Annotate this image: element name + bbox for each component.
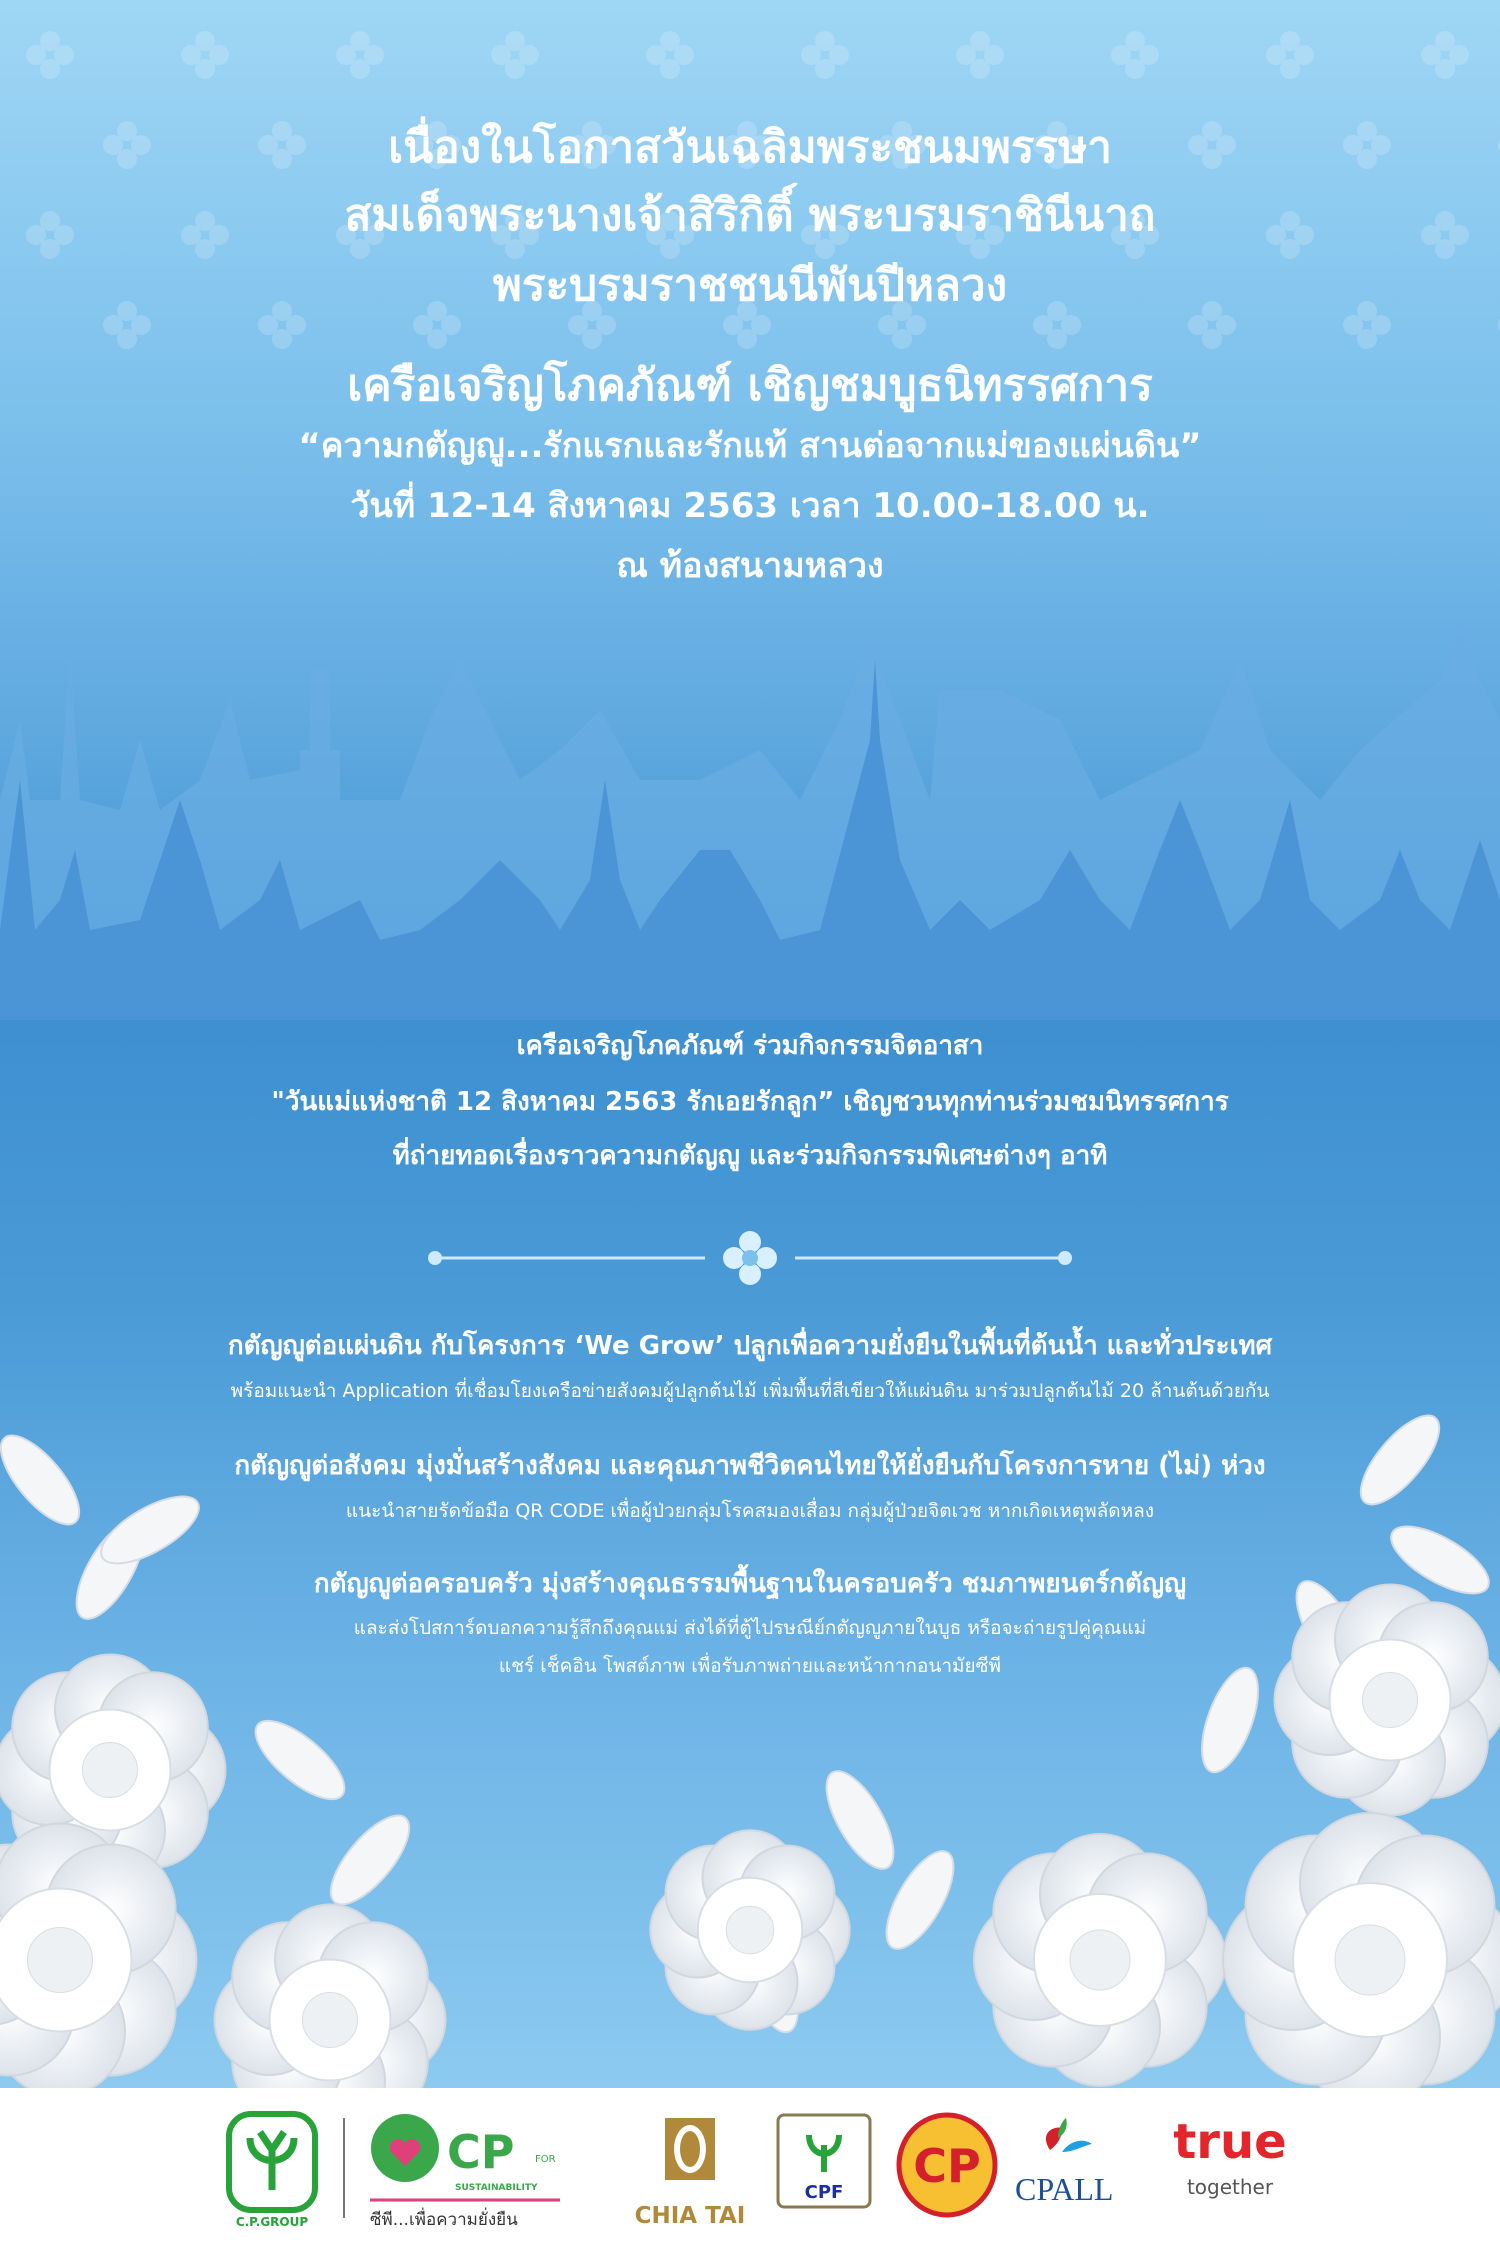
title-line-2: สมเด็จพระนางเจ้าสิริกิติ์ พระบรมราชินีนาถ <box>344 190 1156 241</box>
pattern-motif <box>26 31 74 79</box>
paper-leaf <box>244 1708 357 1812</box>
cp-text: CP <box>913 2139 981 2193</box>
true-logo <box>1165 2110 1295 2220</box>
true-text: true <box>1173 2114 1287 2170</box>
paper-flower <box>1223 1813 1500 2088</box>
cpf-text: CPF <box>804 2182 844 2203</box>
cp-sustain-tagline: ซีพี...เพื่อความยั่งยืน <box>370 2210 518 2230</box>
event-date-time: วันที่ 12-14 สิงหาคม 2563 เวลา 10.00-18.00 น. <box>350 486 1150 526</box>
pattern-motif <box>646 31 694 79</box>
logo-divider <box>343 2118 345 2218</box>
ornamental-divider <box>0 1228 1500 1288</box>
cp-logo <box>895 2110 1000 2220</box>
invite-heading: เครือเจริญโภคภัณฑ์ เชิญชมบูธนิทรรศการ <box>347 360 1153 411</box>
chia-tai-text: CHIA TAI <box>634 2203 746 2229</box>
pattern-motif <box>181 31 229 79</box>
pattern-motif <box>956 31 1004 79</box>
paper-flower <box>215 1905 446 2089</box>
intro-line-1: เครือเจริญโภคภัณฑ์ ร่วมกิจกรรมจิตอาสา <box>516 1031 984 1061</box>
paper-leaf <box>318 1804 422 1917</box>
paper-flower <box>650 1830 850 2030</box>
pattern-motif <box>1111 31 1159 79</box>
activity-2-detail: แนะนำสายรัดข้อมือ QR CODE เพื่อผู้ป่วยกลุ่มโรคสมองเสื่อม กลุ่มผู้ป่วยจิตเวช หากเกิดเหตุพลัดหลง <box>345 1500 1155 1522</box>
cp-sustain-for: FOR <box>535 2154 556 2165</box>
pattern-motif <box>336 31 384 79</box>
cp-all-logo <box>1010 2110 1150 2220</box>
activity-1-title: กตัญญูต่อแผ่นดิน กับโครงการ ‘We Grow’ ปลูกเพื่อความยั่งยืนในพื้นที่ต้นน้ำ และทั่วประเทศ <box>227 1331 1273 1361</box>
bangkok-temple-skyline <box>0 600 1500 1020</box>
event-venue: ณ ท้องสนามหลวง <box>616 546 884 586</box>
pattern-motif <box>1266 31 1314 79</box>
cp-sustain-sub: SUSTAINABILITY <box>455 2183 538 2193</box>
chia-tai-logo <box>620 2110 760 2235</box>
cpf-logo <box>775 2110 875 2220</box>
paper-flower <box>974 1834 1226 2086</box>
pattern-motif <box>801 31 849 79</box>
title-line-3: พระบรมราชชนนีพันปีหลวง <box>492 260 1008 311</box>
title-line-1: เนื่องในโอกาสวันเฉลิมพระชนมพรรษา <box>388 122 1112 173</box>
paper-leaf <box>1348 1404 1452 1517</box>
paper-leaf <box>1191 1661 1270 1779</box>
cp-sustain-main: CP <box>447 2125 515 2179</box>
exhibit-name: “ความกตัญญู...รักแรกและรักแท้ สานต่อจากแม่ของแผ่นดิน” <box>298 426 1202 466</box>
cp-all-text: CPALL <box>1015 2171 1114 2207</box>
intro-line-2: "วันแม่แห่งชาติ 12 สิงหาคม 2563 รักเอยรักลูก” เชิญชวนทุกท่านร่วมชมนิทรรศการ <box>271 1087 1229 1117</box>
cp-group-text: C.P.GROUP <box>235 2215 309 2229</box>
true-tagline: together <box>1186 2175 1274 2199</box>
paper-flower <box>1275 1585 1500 1816</box>
intro-line-3: ที่ถ่ายทอดเรื่องราวความกตัญญู และร่วมกิจกรรมพิเศษต่างๆ อาทิ <box>392 1141 1108 1171</box>
paper-flowers-decoration <box>0 1400 1500 2088</box>
paper-leaf <box>813 1761 906 1878</box>
cp-group-logo <box>225 2110 320 2230</box>
paper-leaf <box>0 1424 92 1537</box>
sponsor-logo-bar <box>0 2088 1500 2249</box>
pattern-motif <box>491 31 539 79</box>
cp-for-sustainability-logo <box>365 2110 580 2235</box>
activity-1-detail: พร้อมแนะนำ Application ที่เชื่อมโยงเครือข่ายสังคมผู้ปลูกต้นไม้ เพิ่มพื้นที่สีเขียวให้แผ่นดิน มาร่วมปลูกต้นไม้ 20 ล้านต้นด้วยกัน <box>230 1380 1270 1402</box>
activity-3-detail-1: และส่งโปสการ์ดบอกความรู้สึกถึงคุณแม่ ส่งได้ที่ตู้ไปรษณีย์กตัญญูภายในบูธ หรือจะถ่ายรูปคู่คุณแม่ <box>353 1617 1147 1639</box>
activity-2-title: กตัญญูต่อสังคม มุ่งมั่นสร้างสังคม และคุณภาพชีวิตคนไทยให้ยั่งยืนกับโครงการหาย (ไม่) ห่วง <box>234 1451 1266 1481</box>
activity-3-detail-2: แชร์ เช็คอิน โพสต์ภาพ เพื่อรับภาพถ่ายและหน้ากากอนามัยซีพี <box>498 1655 1002 1677</box>
pattern-motif <box>1421 31 1469 79</box>
paper-leaf <box>91 1483 208 1576</box>
activity-3-title: กตัญญูต่อครอบครัว มุ่งสร้างคุณธรรมพื้นฐานในครอบครัว ชมภาพยนตร์กตัญญู <box>313 1569 1187 1599</box>
